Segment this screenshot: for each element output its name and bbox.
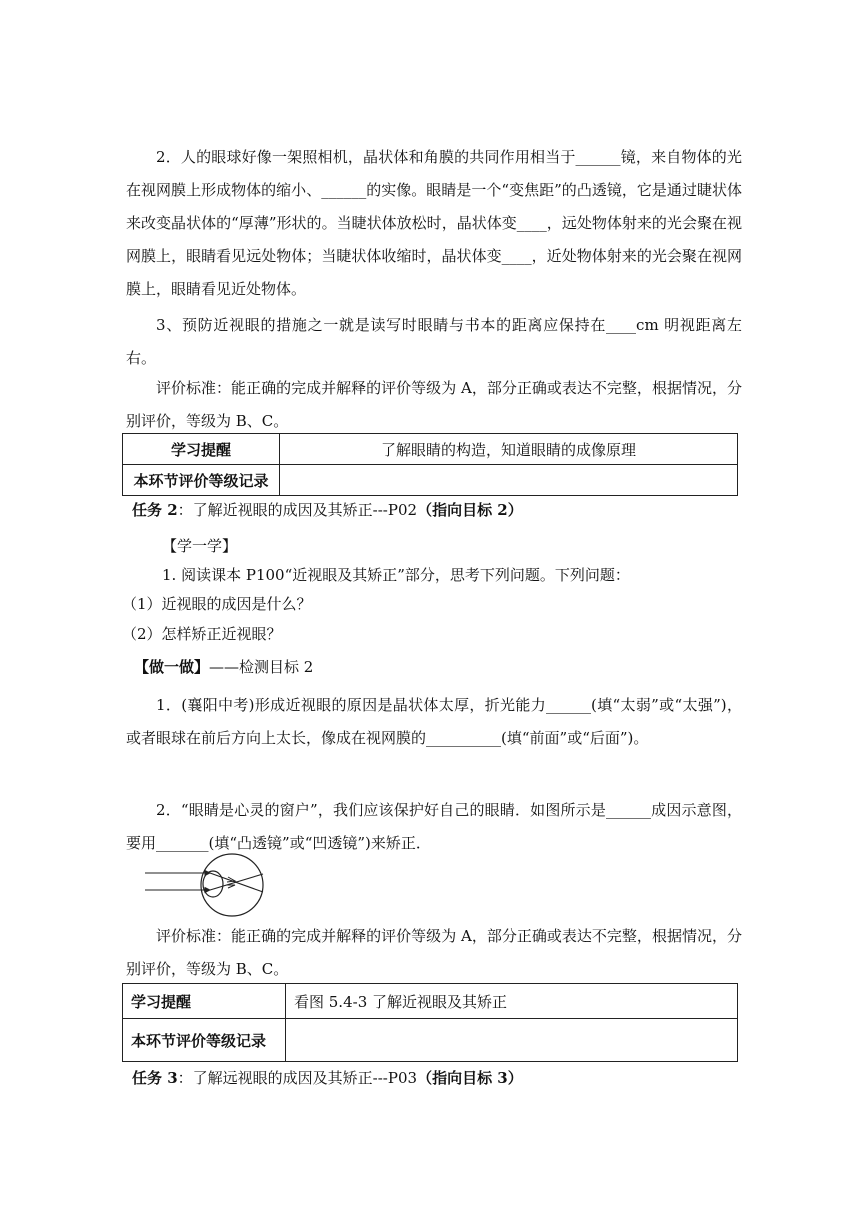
task-3-label: 任务 3 (132, 1069, 178, 1087)
table2-grade-value[interactable] (286, 1019, 738, 1062)
table2-reminder-label: 学习提醒 (123, 984, 286, 1019)
evaluation-criteria-1: 评价标准：能正确的完成并解释的评价等级为 A，部分正确或表达不完整，根据情况，分别评价，等级为 B、C。 (126, 379, 742, 430)
table1-grade-label: 本环节评价等级记录 (123, 465, 280, 496)
do-header-text: ——检测目标 2 (209, 658, 314, 676)
learn-item-1: 1. 阅读课本 P100“近视眼及其矫正”部分，思考下列问题。下列问题： (162, 566, 630, 584)
do-question-2: 2．“眼睛是心灵的窗户”，我们应该保护好自己的眼睛．如图所示是______成因示意图，要用_______(填“凸透镜”或“凹透镜”)来矫正． (126, 801, 742, 852)
do-header-label: 【做一做】 (134, 658, 210, 676)
lens-shape (203, 871, 223, 897)
table1-reminder-value: 了解眼睛的构造，知道眼睛的成像原理 (280, 434, 738, 465)
evaluation-criteria-2: 评价标准：能正确的完成并解释的评价等级为 A，部分正确或表达不完整，根据情况，分别评价，等级为 B、C。 (126, 927, 742, 978)
question-2-eye-camera: 2．人的眼球好像一架照相机，晶状体和角膜的共同作用相当于______镜，来自物体的光在视网膜上形成物体的缩小、______的实像。眼睛是一个“变焦距”的凸透镜，它是通过睫状体来改变晶状体的“厚薄”形状的。当睫状体放松时，晶状体变____，远处物体射来的光会聚在视网膜上，眼睛看见远处物体；当睫状体收缩时，晶状体变____，近处物体射来的光会聚在视网膜上，眼睛看见近处物体。 (126, 148, 742, 298)
record-table-2 (122, 983, 738, 1062)
myopia-eye-diagram (140, 852, 300, 920)
task-2-text: ：了解近视眼的成因及其矫正---P02 (177, 501, 418, 519)
task-3-target: （指向目标 3） (417, 1069, 523, 1087)
record-table-1 (122, 433, 738, 496)
table2-reminder-value: 看图 5.4-3 了解近视眼及其矫正 (286, 984, 738, 1019)
do-header (134, 655, 313, 679)
learn-header: 【学一学】 (162, 537, 238, 555)
table1-reminder-label: 学习提醒 (123, 434, 280, 465)
task-3-text: ：了解远视眼的成因及其矫正---P03 (177, 1069, 418, 1087)
task-2-target: （指向目标 2） (417, 501, 523, 519)
table2-grade-label: 本环节评价等级记录 (123, 1019, 286, 1062)
learn-question-1: （1）近视眼的成因是什么？ (122, 595, 312, 613)
do-question-1: 1．(襄阳中考)形成近视眼的原因是晶状体太厚，折光能力______(填“太弱”或“太强”)，或者眼球在前后方向上太长，像成在视网膜的__________(填“前面”或“后面”)。 (126, 696, 742, 747)
ray-arrowhead-bottom (227, 885, 235, 888)
task-2-title (132, 498, 523, 522)
question-3-myopia-prevention: 3、预防近视眼的措施之一就是读写时眼睛与书本的距离应保持在____cm 明视距离左右。 (126, 316, 742, 367)
task-3-title (132, 1066, 523, 1090)
table1-grade-value[interactable] (280, 465, 738, 496)
task-2-label: 任务 2 (132, 501, 178, 519)
learn-question-2: （2）怎样矫正近视眼？ (122, 625, 282, 643)
